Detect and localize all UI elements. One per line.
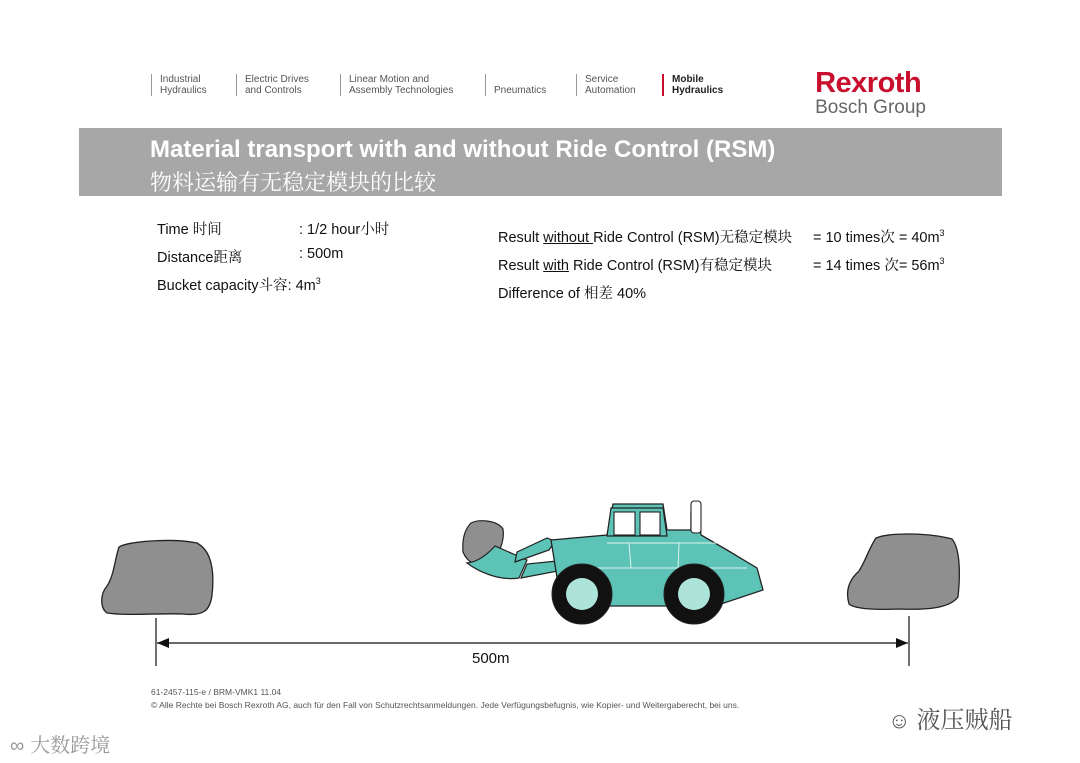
distance-label: 500m	[472, 650, 510, 667]
nav-label-line2: Hydraulics	[672, 85, 724, 96]
result-with-value: = 14 times 次= 56m	[813, 258, 940, 274]
nav-label-line2: Assembly Technologies	[349, 85, 454, 96]
brand-group: Bosch Group	[815, 97, 926, 118]
page-title: Material transport with and without Ride Control (RSM)	[150, 136, 776, 163]
result-with-desc: Ride Control (RSM)有稳定模块	[568, 258, 772, 274]
wheel-loader-icon	[463, 501, 763, 624]
right-rock-icon	[848, 534, 960, 609]
result-without-desc: Ride Control (RSM)无稳定模块	[593, 230, 793, 246]
bucket-unit-sup: 3	[315, 276, 321, 287]
result-without-value: = 10 times次 = 40m	[813, 230, 940, 246]
result-without-word: without	[543, 230, 594, 246]
bucket-value: : 4m	[287, 278, 316, 294]
distance-label: Distance距离	[157, 250, 243, 266]
left-rock-icon	[102, 540, 213, 614]
bucket-label: Bucket capacity斗容	[157, 278, 288, 294]
nav-label-line1: Mobile	[672, 74, 704, 85]
nav-label-line1: Service	[585, 74, 619, 85]
watermark-right-text: 液压贼船	[916, 707, 1013, 734]
time-value: : 1/2 hour小时	[299, 222, 390, 238]
nav-label-line1: Industrial	[160, 74, 201, 85]
nav-label-line1: Electric Drives	[245, 74, 309, 85]
result-prefix: Result	[498, 258, 544, 274]
time-label: Time 时间	[157, 222, 222, 238]
document-code: 61-2457-115-e / BRM-VMK1 11.04	[151, 687, 282, 697]
watermark-left-text: 大数跨境	[30, 735, 111, 757]
unit-sup: 3	[939, 228, 945, 239]
result-with-word: with	[543, 258, 569, 274]
result-prefix: Result	[498, 230, 544, 246]
brand-name: Rexroth	[815, 67, 922, 99]
copyright-text: © Alle Rechte bei Bosch Rexroth AG, auch für den Fall von Schutzrechtsanmeldungen. Jede Verfügungsbefugnis, wie Kopier- und Weitergaberecht, bei uns.	[151, 700, 740, 710]
slide	[79, 38, 1002, 720]
nav-label-line1: Linear Motion and	[349, 74, 430, 85]
transport-diagram	[79, 38, 1002, 720]
brand-mark-icon: ∞	[10, 735, 25, 757]
wechat-icon: ☺	[888, 708, 911, 733]
nav-label-line2: Hydraulics	[160, 85, 207, 96]
unit-sup: 3	[939, 256, 945, 267]
distance-value: : 500m	[299, 246, 344, 262]
nav-label-line2: Pneumatics	[494, 85, 547, 96]
page-subtitle: 物料运输有无稳定模块的比较	[150, 170, 437, 195]
watermark-right	[888, 700, 1012, 735]
distance-arrow	[156, 616, 909, 666]
difference-text: Difference of 相差 40%	[498, 286, 647, 302]
nav-label-line2: Automation	[585, 85, 636, 96]
watermark-left	[10, 729, 110, 758]
nav-label-line2: and Controls	[245, 85, 302, 96]
